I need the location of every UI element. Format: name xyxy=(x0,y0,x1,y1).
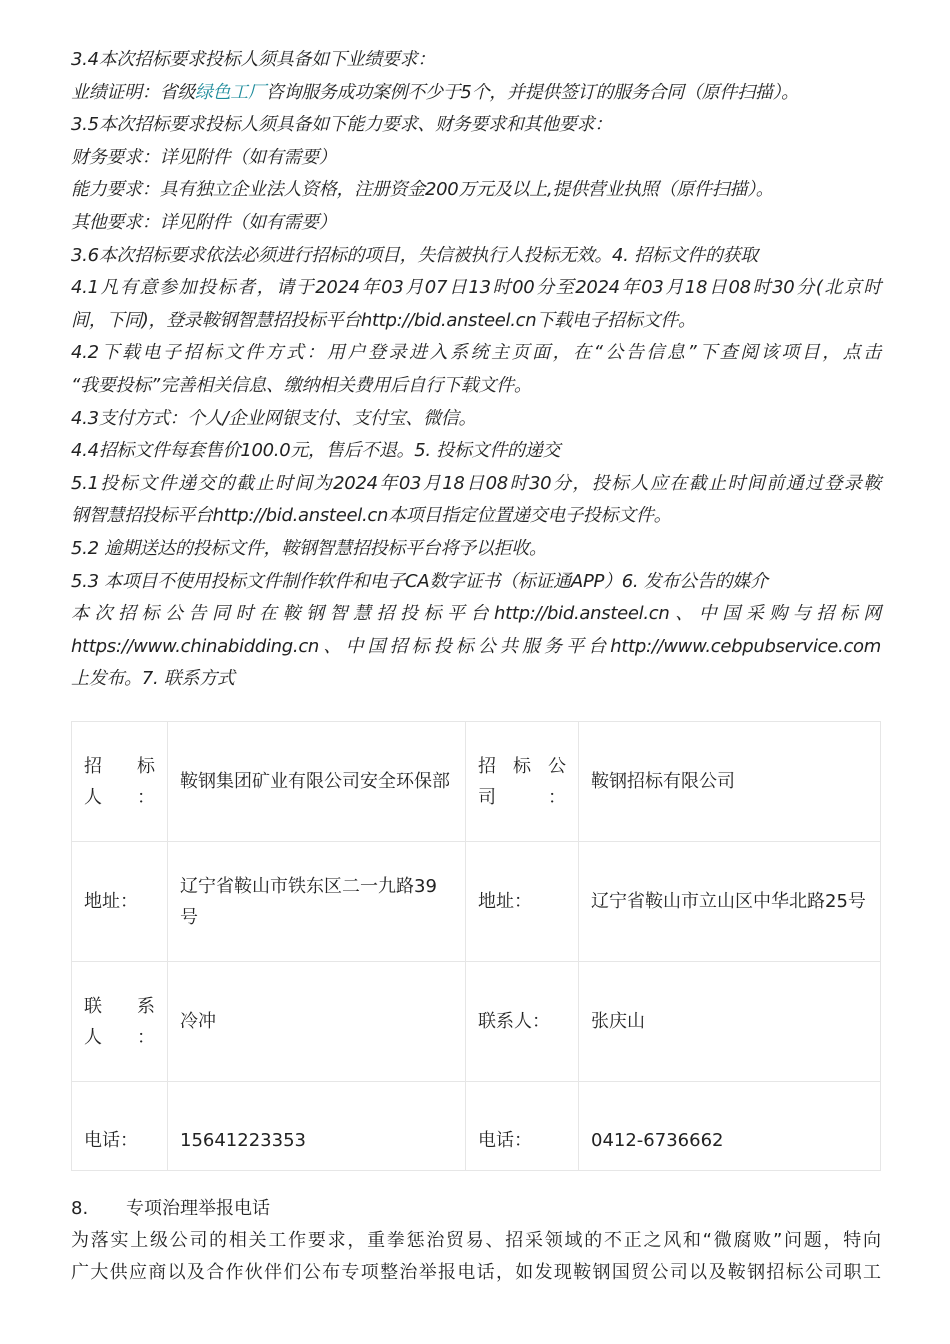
tenderer-value: 鞍钢集团矿业有限公司安全环保部 xyxy=(168,722,466,842)
agency-phone-label: 电话： xyxy=(466,1082,579,1171)
table-row xyxy=(72,722,881,842)
payment-method: 4.3支付方式：个人/企业网银支付、支付宝、微信。 xyxy=(71,407,477,429)
tenderer-phone-value: 15641223353 xyxy=(168,1082,466,1171)
tender-period-line1: 4.1凡有意参加投标者，请于2024年03月07日13时00分至2024年03月18日08时30分(北京时 xyxy=(71,277,881,299)
performance-heading: 3.4本次招标要求投标人须具备如下业绩要求： xyxy=(71,49,436,70)
agency-value: 鞍钢招标有限公司 xyxy=(579,722,881,842)
green-factory-link[interactable]: 绿色工厂 xyxy=(194,81,266,103)
performance-proof-prefix: 业绩证明：省级 xyxy=(71,81,195,103)
performance-proof xyxy=(71,77,881,110)
table-row xyxy=(72,962,881,1082)
agency-contact-label: 联系人： xyxy=(466,962,579,1082)
media-line2: https://www.chinabidding.cn、中国招标投标公共服务平台http://www.cebpubservice.com xyxy=(71,635,881,657)
table-row xyxy=(72,1082,881,1171)
tenderer-contact-label: 联系人： xyxy=(72,962,168,1082)
media-line3: 上发布。7. 联系方式 xyxy=(71,668,235,690)
submission-deadline-line1: 5.1投标文件递交的截止时间为2024年03月18日08时30分，投标人应在截止时间前通过登录鞍 xyxy=(71,472,881,494)
ability-heading: 3.5本次招标要求投标人须具备如下能力要求、财务要求和其他要求： xyxy=(71,114,613,136)
tenderer-address-label: 地址： xyxy=(72,842,168,962)
section-8-paragraph-line2: 广大供应商以及合作伙伴们公布专项整治举报电话，如发现鞍钢国贸公司以及鞍钢招标公司职工 xyxy=(71,1262,881,1283)
tenderer-address-value: 辽宁省鞍山市铁东区二一九路39号 xyxy=(168,842,466,962)
agency-contact-value: 张庆山 xyxy=(579,962,881,1082)
table-row xyxy=(72,842,881,962)
agency-phone-value: 0412-6736662 xyxy=(579,1082,881,1171)
tender-period-line2: 间，下同)，登录鞍钢智慧招投标平台http://bid.ansteel.cn下载电子招标文件。 xyxy=(71,309,696,331)
media-line1: 本次招标公告同时在鞍钢智慧招投标平台http://bid.ansteel.cn、中国采购与招标网 xyxy=(71,603,881,625)
document-price: 4.4招标文件每套售价100.0元，售后不退。5. 投标文件的递交 xyxy=(71,440,561,462)
contact-table xyxy=(71,721,881,1171)
tenderer-phone-label: 电话： xyxy=(72,1082,168,1171)
section-8-paragraph-line1: 为落实上级公司的相关工作要求，重拳惩治贸易、招采领域的不正之风和“微腐败”问题，特向 xyxy=(71,1230,881,1251)
agency-address-label: 地址： xyxy=(466,842,579,962)
no-ca-certificate: 5.3 本项目不使用投标文件制作软件和电子CA数字证书（标证通APP）6. 发布公告的媒介 xyxy=(71,570,768,592)
download-method-line2: “我要投标”完善相关信息、缴纳相关费用后自行下载文件。 xyxy=(71,374,532,396)
download-method-line1: 4.2下载电子招标文件方式：用户登录进入系统主页面，在“公告信息”下查阅该项目，点击 xyxy=(71,342,881,364)
ability-requirement: 能力要求：具有独立企业法人资格，注册资金200万元及以上,提供营业执照（原件扫描）。 xyxy=(71,179,774,201)
agency-label: 招标公司： xyxy=(466,722,579,842)
section-8-heading xyxy=(71,1193,881,1225)
tenderer-label: 招标人： xyxy=(72,722,168,842)
announcement-body xyxy=(71,44,881,696)
agency-address-value: 辽宁省鞍山市立山区中华北路25号 xyxy=(579,842,881,962)
section-8 xyxy=(71,1193,881,1289)
late-submission: 5.2 逾期送达的投标文件，鞍钢智慧招投标平台将予以拒收。 xyxy=(71,537,547,559)
submission-deadline-line2: 钢智慧招投标平台http://bid.ansteel.cn本项目指定位置递交电子投标文件。 xyxy=(71,505,672,527)
section-8-title: 专项治理举报电话 xyxy=(126,1198,270,1219)
other-requirement: 其他要求：详见附件（如有需要） xyxy=(71,211,337,233)
financial-requirement: 财务要求：详见附件（如有需要） xyxy=(71,146,337,168)
performance-proof-suffix: 咨询服务成功案例不少于5个，并提供签订的服务合同（原件扫描）。 xyxy=(265,81,799,103)
dishonest-clause: 3.6本次招标要求依法必须进行招标的项目，失信被执行人投标无效。4. 招标文件的获取 xyxy=(71,244,758,266)
section-8-number: 8. xyxy=(71,1198,89,1219)
tenderer-contact-value: 冷冲 xyxy=(168,962,466,1082)
